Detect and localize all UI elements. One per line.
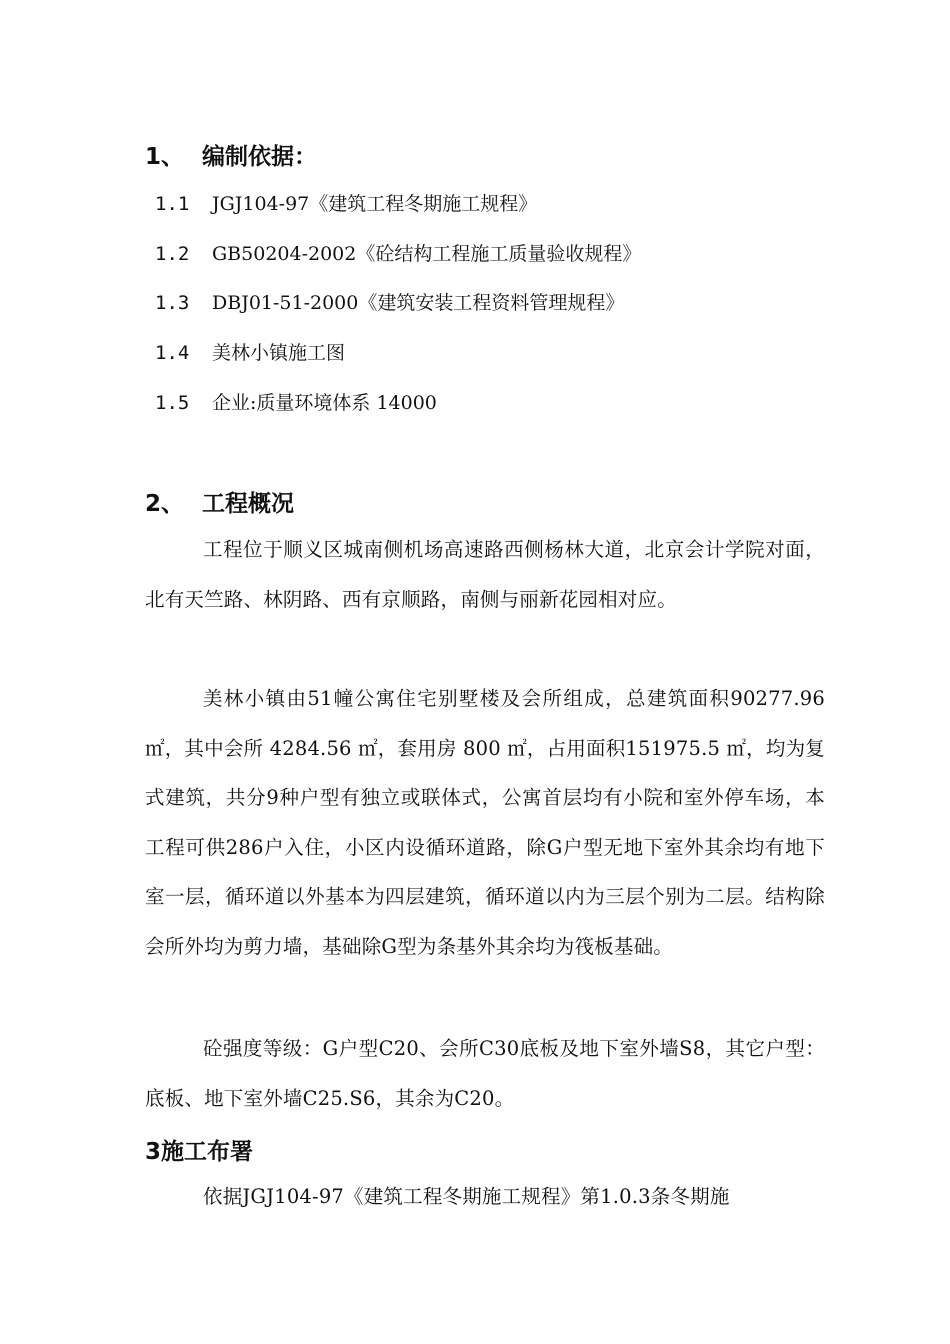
section-1-number: 1、 [145, 144, 185, 170]
section-2-title: 工程概况 [202, 491, 294, 517]
paragraph-location: 工程位于顺义区城南侧机场高速路西侧杨林大道，北京会计学院对面，北有天竺路、林阴路、西有京顺路，南侧与丽新花园相对应。 [145, 538, 825, 611]
reference-text: JGJ104-97《建筑工程冬期施工规程》 [212, 193, 538, 215]
section-1-title: 编制依据： [202, 144, 317, 170]
reference-item [155, 338, 345, 365]
section-2-heading [145, 485, 294, 518]
paragraph-concrete-grade: 砼强度等级：G户型C20、会所C30底板及地下室外墙S8，其它户型：底板、地下室外墙C25.S6，其余为C20。 [145, 1037, 825, 1110]
reference-text: GB50204-2002《砼结构工程施工质量验收规程》 [212, 243, 642, 265]
reference-index: 1.5 [155, 392, 190, 414]
reference-text: 企业:质量环境体系 14000 [212, 392, 437, 414]
reference-item [155, 388, 437, 415]
reference-index: 1.1 [155, 193, 190, 215]
paragraph-overview: 美林小镇由51幢公寓住宅别墅楼及会所组成，总建筑面积90277.96㎡，其中会所 4284.56 ㎡，套用房 800 ㎡，占用面积151975.5 ㎡，均为复式建筑，共分9种户型有独立或联体式，公寓首层均有小院和室外停车场，本工程可供286户入住，小区内设循环道路，除G户型无地下室外其余均有地下室一层，循环道以外基本为四层建筑，循环道以内为三层个别为二层。结构除会所外均为剪力墙，基础除G型为条基外其余均为筏板基础。 [145, 687, 825, 958]
reference-item [155, 288, 624, 315]
reference-index: 1.3 [155, 292, 190, 314]
section-3-heading: 3施工布署 [145, 1139, 254, 1165]
reference-item [155, 239, 641, 266]
reference-text: 美林小镇施工图 [212, 342, 346, 364]
section-1-heading [145, 138, 317, 171]
reference-index: 1.4 [155, 342, 190, 364]
reference-index: 1.2 [155, 243, 190, 265]
reference-item [155, 189, 537, 216]
reference-text: DBJ01-51-2000《建筑安装工程资料管理规程》 [212, 292, 625, 314]
paragraph-deployment: 依据JGJ104-97《建筑工程冬期施工规程》第1.0.3条冬期施 [203, 1185, 730, 1208]
section-2-number: 2、 [145, 491, 185, 517]
